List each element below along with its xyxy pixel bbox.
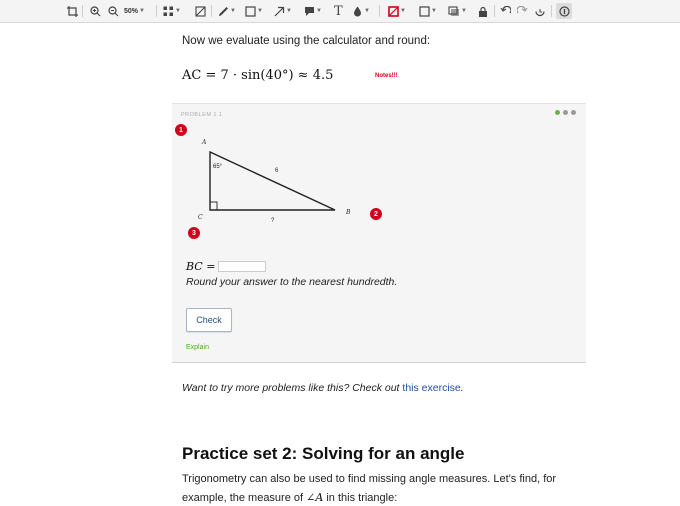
grid-icon[interactable] (163, 3, 181, 19)
triangle-figure (172, 104, 586, 254)
check-button[interactable]: Check (186, 308, 232, 332)
chevron-down-icon: ▼ (364, 8, 370, 14)
practice-paragraph-2 (182, 491, 397, 504)
border-style-icon[interactable] (419, 3, 437, 19)
calc-intro-text: Now we evaluate using the calculator and round: (182, 35, 431, 47)
chevron-down-icon: ▼ (139, 8, 145, 14)
annotation-marker-1[interactable]: 1 (175, 124, 187, 136)
para2-before: example, the measure of (182, 492, 307, 504)
answer-label: BC = (186, 260, 216, 273)
problem-label: PROBLEM 1.1 (181, 112, 223, 118)
undo-icon[interactable] (500, 3, 511, 19)
annotation-toolbar (0, 0, 680, 23)
arrow-icon[interactable] (274, 3, 292, 19)
problem-panel (172, 103, 586, 363)
answer-row (186, 260, 266, 273)
vertex-a-label: A (202, 139, 207, 146)
followup-suffix: . (460, 382, 464, 394)
answer-input[interactable] (218, 261, 266, 272)
crop-icon[interactable] (67, 3, 78, 19)
instruction-text: Round your answer to the nearest hundredth. (186, 276, 398, 288)
zoom-out-icon[interactable] (108, 3, 119, 19)
speech-bubble-icon[interactable] (304, 3, 322, 19)
zoom-select[interactable] (124, 3, 145, 19)
chevron-down-icon: ▼ (175, 8, 181, 14)
side-cb-label: ? (271, 218, 275, 224)
chevron-down-icon: ▼ (431, 8, 437, 14)
chevron-down-icon: ▼ (257, 8, 263, 14)
remove-background-icon[interactable] (195, 3, 206, 19)
text-tool-icon[interactable]: T (334, 3, 343, 19)
annotation-marker-2[interactable]: 2 (370, 208, 382, 220)
stroke-color-icon[interactable] (388, 3, 406, 19)
zoom-in-icon[interactable] (90, 3, 101, 19)
followup-prefix: Want to try more problems like this? Check out (182, 382, 403, 394)
redo-icon[interactable] (517, 3, 528, 19)
info-icon[interactable] (556, 3, 572, 19)
calc-equation: AC = 7 · sin(40°) ≈ 4.5 (182, 68, 334, 83)
lock-icon[interactable] (478, 3, 488, 19)
angle-symbol: ∠A (306, 491, 324, 504)
chevron-down-icon: ▼ (461, 8, 467, 14)
chevron-down-icon: ▼ (286, 8, 292, 14)
practice-heading: Practice set 2: Solving for an angle (182, 444, 465, 463)
explain-link[interactable]: Explain (186, 344, 209, 351)
zoom-level: 50% (124, 7, 139, 15)
fill-drop-icon[interactable] (352, 3, 370, 19)
shadow-icon[interactable] (448, 3, 467, 19)
followup-text (182, 382, 464, 394)
annotation-marker-3[interactable]: 3 (188, 227, 200, 239)
para2-after: in this triangle: (323, 492, 398, 504)
practice-paragraph-1: Trigonometry can also be used to find missing angle measures. Let's find, for (182, 473, 557, 485)
chevron-down-icon: ▼ (316, 8, 322, 14)
exercise-link[interactable]: this exercise (402, 382, 461, 394)
pen-icon[interactable] (218, 3, 236, 19)
angle-a-label: 65° (213, 164, 223, 170)
chevron-down-icon: ▼ (230, 8, 236, 14)
rectangle-shape-icon[interactable] (245, 3, 263, 19)
chevron-down-icon: ▼ (400, 8, 406, 14)
history-icon[interactable] (534, 3, 546, 19)
vertex-b-label: B (346, 209, 351, 216)
side-ab-label: 6 (275, 168, 279, 174)
notes-annotation: Notes!!! (375, 73, 398, 79)
vertex-c-label: C (198, 214, 203, 221)
